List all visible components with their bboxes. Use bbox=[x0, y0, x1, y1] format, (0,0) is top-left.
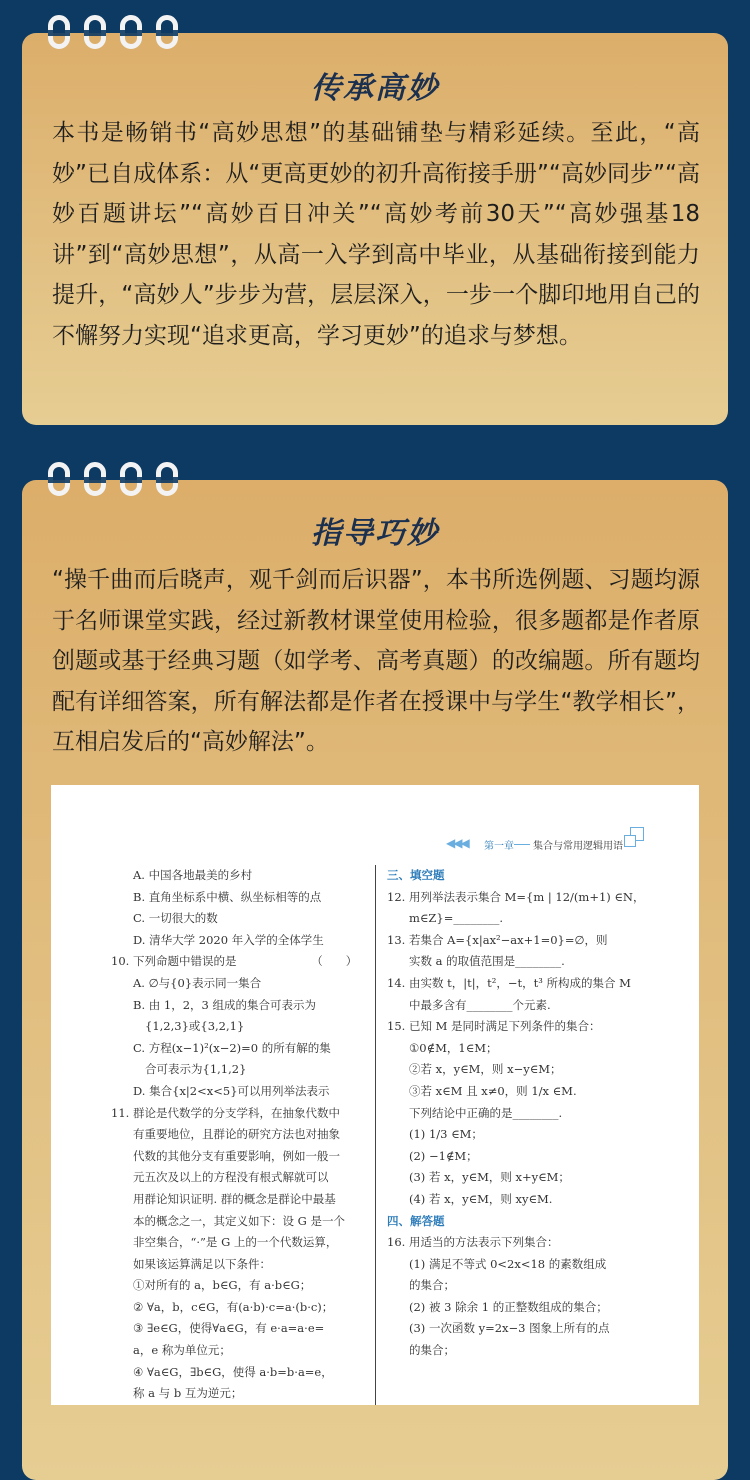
chapter-header bbox=[446, 837, 646, 851]
chapter-number: 第一章 bbox=[484, 841, 514, 852]
question-line: C. 方程(x−1)²(x−2)=0 的所有解的集 bbox=[133, 1040, 331, 1055]
question-line: ②若 x，y∈M，则 x−y∈M； bbox=[409, 1062, 562, 1077]
section-heading: 三、填空题 bbox=[387, 868, 445, 882]
question-line: a，e 称为单位元； bbox=[133, 1343, 231, 1358]
chevron-left-icon: ◀◀◀ bbox=[446, 836, 468, 850]
question-line: 下列结论中正确的是________. bbox=[409, 1105, 563, 1120]
question-line: 15. 已知 M 是同时满足下列条件的集合： bbox=[387, 1019, 601, 1034]
question-line: ③若 x∈M 且 x≠0，则 1/x ∈M. bbox=[409, 1083, 577, 1098]
question-line: 14. 由实数 t，|t|，t²，−t，t³ 所构成的集合 M bbox=[387, 975, 631, 990]
left-column bbox=[111, 865, 367, 1405]
question-line: 实数 a 的取值范围是________. bbox=[409, 954, 565, 969]
chapter-name: 集合与常用逻辑用语 bbox=[530, 837, 626, 852]
book-page-preview bbox=[51, 785, 699, 1405]
question-line: 有重要地位，且群论的研究方法也对抽象 bbox=[133, 1127, 340, 1142]
binder-rings bbox=[48, 462, 178, 496]
question-line: 元五次及以上的方程没有根式解就可以 bbox=[133, 1170, 329, 1185]
intro-card-heritage bbox=[22, 33, 728, 425]
question-line: 代数的其他分支有重要影响，例如一般一 bbox=[133, 1148, 340, 1163]
question-line: ①对所有的 a，b∈G，有 a·b∈G； bbox=[133, 1278, 312, 1293]
question-line: (1) 1/3 ∈M； bbox=[409, 1127, 483, 1142]
binder-rings bbox=[48, 15, 178, 49]
right-column bbox=[387, 865, 677, 1362]
question-line: (4) 若 x，y∈M，则 xy∈M. bbox=[409, 1191, 553, 1206]
question-line: 11. 群论是代数学的分支学科，在抽象代数中 bbox=[111, 1105, 340, 1120]
binder-ring-icon bbox=[48, 462, 70, 496]
question-line: {1,2,3}或{3,2,1} bbox=[145, 1019, 245, 1034]
question-line: (3) 一次函数 y=2x−3 图象上所有的点 bbox=[409, 1321, 610, 1336]
binder-ring-icon bbox=[120, 15, 142, 49]
section-title: 传承高妙 bbox=[311, 71, 439, 106]
question-line: (3) 若 x，y∈M，则 x+y∈M； bbox=[409, 1170, 570, 1185]
binder-ring-icon bbox=[120, 462, 142, 496]
question-line: (1) 满足不等式 0<2x<18 的素数组成 bbox=[409, 1256, 607, 1271]
question-line: 的集合； bbox=[409, 1343, 455, 1358]
question-line: 12. 用列举法表示集合 M={m | 12/(m+1) ∈N， bbox=[387, 889, 645, 904]
question-line: D. 集合{x|2<x<5}可以用列举法表示 bbox=[133, 1083, 330, 1098]
question-line: 合可表示为{1,1,2} bbox=[145, 1062, 247, 1077]
question-line: 用群论知识证明. 群的概念是群论中最基 bbox=[133, 1191, 336, 1206]
binder-ring-icon bbox=[84, 15, 106, 49]
question-line: (2) 被 3 除余 1 的正整数组成的集合； bbox=[409, 1299, 608, 1314]
section-body: 本书是畅销书“高妙思想”的基础铺垫与精彩延续。至此，“高妙”已自成体系：从“更高更妙的初升高衔接手册”“高妙同步”“高妙百题讲坛”“高妙百日冲关”“高妙考前30天”“高妙强基18讲”到“高妙思想”，从高一入学到高中毕业，从基础衔接到能力提升，“高妙人”步步为营，层层深入，一步一个脚印地用自己的不懈努力实现“追求更高，学习更妙”的追求与梦想。 bbox=[52, 120, 700, 349]
question-line: ② ∀a，b，c∈G，有(a·b)·c=a·(b·c)； bbox=[133, 1299, 334, 1314]
binder-ring-icon bbox=[84, 462, 106, 496]
question-line: 本的概念之一，其定义如下：设 G 是一个 bbox=[133, 1213, 345, 1228]
question-line: ③ ∃e∈G，使得∀a∈G，有 e·a=a·e= bbox=[133, 1321, 325, 1336]
section-heading: 四、解答题 bbox=[387, 1213, 445, 1228]
binder-ring-icon bbox=[48, 15, 70, 49]
question-line: D. 清华大学 2020 年入学的全体学生 bbox=[133, 932, 324, 947]
question-line: A. 中国各地最美的乡村 bbox=[133, 868, 253, 882]
question-line: B. 由 1，2，3 组成的集合可表示为 bbox=[133, 997, 317, 1012]
question-line: 10. 下列命题中错误的是 （ ） bbox=[111, 954, 358, 969]
section-body: “操千曲而后晓声，观千剑而后识器”，本书所选例题、习题均源于名师课堂实践，经过新教材课堂使用检验，很多题都是作者原创题或基于经典习题（如学考、高考真题）的改编题。所有题均配有详细答案，所有解法都是作者在授课中与学生“教学相长”，互相启发后的“高妙解法”。 bbox=[52, 567, 700, 755]
section-title: 指导巧妙 bbox=[311, 516, 439, 551]
question-line: 非空集合，“·”是 G 上的一个代数运算， bbox=[133, 1235, 338, 1250]
question-line: A. ∅与{0}表示同一集合 bbox=[133, 975, 262, 990]
question-line: ④ ∀a∈G，∃b∈G，使得 a·b=b·a=e， bbox=[133, 1364, 333, 1379]
binder-ring-icon bbox=[156, 15, 178, 49]
question-line: 如果该运算满足以下条件： bbox=[133, 1256, 271, 1271]
column-divider bbox=[375, 865, 376, 1405]
question-line: 称 a 与 b 互为逆元； bbox=[133, 1386, 243, 1401]
question-line: 中最多含有________个元素. bbox=[409, 997, 551, 1012]
question-line: m∈Z}=________. bbox=[409, 911, 504, 926]
question-line: 16. 用适当的方法表示下列集合： bbox=[387, 1235, 559, 1250]
binder-ring-icon bbox=[156, 462, 178, 496]
question-line: C. 一切很大的数 bbox=[133, 911, 218, 926]
question-line: ①0∉M，1∈M； bbox=[409, 1040, 498, 1055]
question-line: (2) −1∉M； bbox=[409, 1148, 478, 1163]
question-line: B. 直角坐标系中横、纵坐标相等的点 bbox=[133, 889, 322, 904]
question-line: 13. 若集合 A={x|ax²−ax+1=0}=∅，则 bbox=[387, 932, 608, 947]
question-line: 的集合； bbox=[409, 1278, 455, 1293]
square-decor-icon bbox=[624, 835, 636, 847]
